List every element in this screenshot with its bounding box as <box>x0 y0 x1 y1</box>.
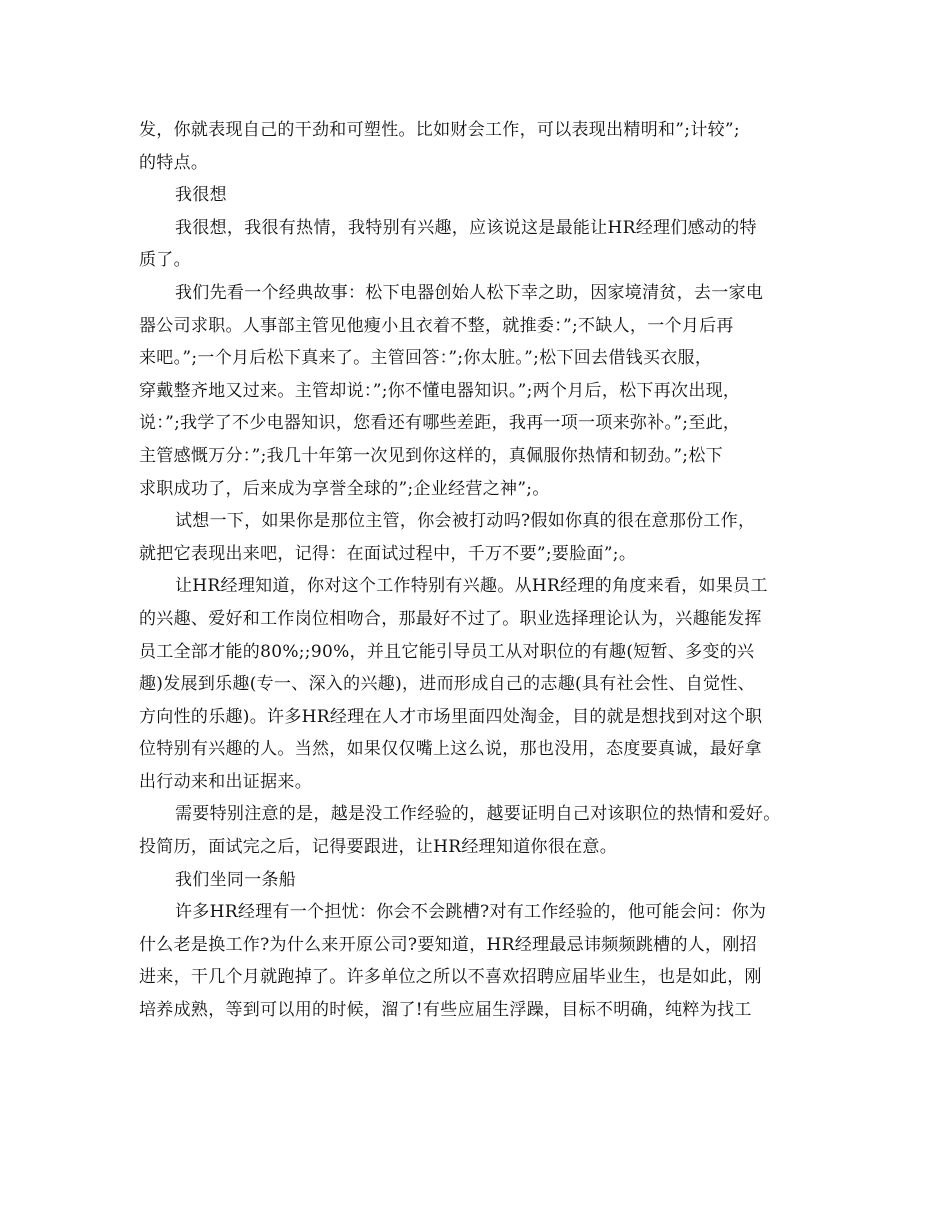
paragraph-first-line: 许多HR经理有一个担忧：你会不会跳槽?对有工作经验的，他可能会问：你为 <box>175 902 767 923</box>
text-line: 位特别有兴趣的人。当然，如果仅仅嘴上这么说，那也没用，态度要真诚，最好拿 <box>139 739 762 760</box>
paragraph-first-line: 我们坐同一条船 <box>175 869 297 890</box>
text-line: 出行动来和出证据来。 <box>139 771 312 792</box>
text-line: 什么老是换工作?为什么来开原公司?要知道，HR经理最忌讳频频跳槽的人，刚招 <box>139 934 757 955</box>
text-line: 穿戴整齐地又过来。主管却说：”;你不懂电器知识。”;两个月后，松下再次出现， <box>139 380 741 401</box>
text-line: 来吧。”;一个月后松下真来了。主管回答：”;你太脏。”;松下回去借钱买衣服， <box>139 348 713 369</box>
text-line: 方向性的乐趣)。许多HR经理在人才市场里面四处淘金，目的就是想找到对这个职 <box>139 706 763 727</box>
text-line: 器公司求职。人事部主管见他瘦小且衣着不整，就推委：”;不缺人，一个月后再 <box>139 315 734 336</box>
text-line: 的特点。 <box>139 152 209 173</box>
text-line: 员工全部才能的80%;;90%，并且它能引导员工从对职位的有趣(短暂、多变的兴 <box>139 641 755 662</box>
text-line: 培养成熟，等到可以用的时候，溜了!有些应届生浮躁，目标不明确，纯粹为找工 <box>139 1000 752 1021</box>
paragraph-first-line: 我很想 <box>175 185 227 206</box>
document-body <box>139 114 829 1027</box>
text-line: 的兴趣、爱好和工作岗位相吻合，那最好不过了。职业选择理论认为，兴趣能发挥 <box>139 608 762 629</box>
text-line: 进来，干几个月就跑掉了。许多单位之所以不喜欢招聘应届毕业生，也是如此，刚 <box>139 967 762 988</box>
text-line: 质了。 <box>139 250 191 271</box>
paragraph-first-line: 我们先看一个经典故事：松下电器创始人松下幸之助，因家境清贫，去一家电 <box>175 282 764 303</box>
paragraph-first-line: 试想一下，如果你是那位主管，你会被打动吗?假如你真的很在意那份工作， <box>175 511 756 532</box>
text-line: 就把它表现出来吧，记得：在面试过程中，千万不要”;要脸面”;。 <box>139 543 637 564</box>
paragraph-first-line: 需要特别注意的是，越是没工作经验的，越要证明自己对该职位的热情和爱好。 <box>175 804 781 825</box>
text-line: 趣)发展到乐趣(专一、深入的兴趣)，进而形成自己的志趣(具有社会性、自觉性、 <box>139 674 755 695</box>
text-line: 投简历，面试完之后，记得要跟进，让HR经理知道你很在意。 <box>139 837 618 858</box>
text-line: 发，你就表现自己的干劲和可塑性。比如财会工作，可以表现出精明和”;计较”; <box>139 120 740 140</box>
text-line: 说：”;我学了不少电器知识，您看还有哪些差距，我再一项一项来弥补。”;至此， <box>139 413 741 434</box>
paragraph-first-line: 让HR经理知道，你对这个工作特别有兴趣。从HR经理的角度来看，如果员工 <box>175 576 768 597</box>
text-line: 主管感慨万分：”;我几十年第一次见到你这样的，真佩服你热情和韧劲。”;松下 <box>139 445 723 466</box>
paragraph-first-line: 我很想，我很有热情，我特别有兴趣，应该说这是最能让HR经理们感动的特 <box>175 217 757 238</box>
text-line: 求职成功了，后来成为享誉全球的”;企业经营之神”;。 <box>139 478 550 499</box>
